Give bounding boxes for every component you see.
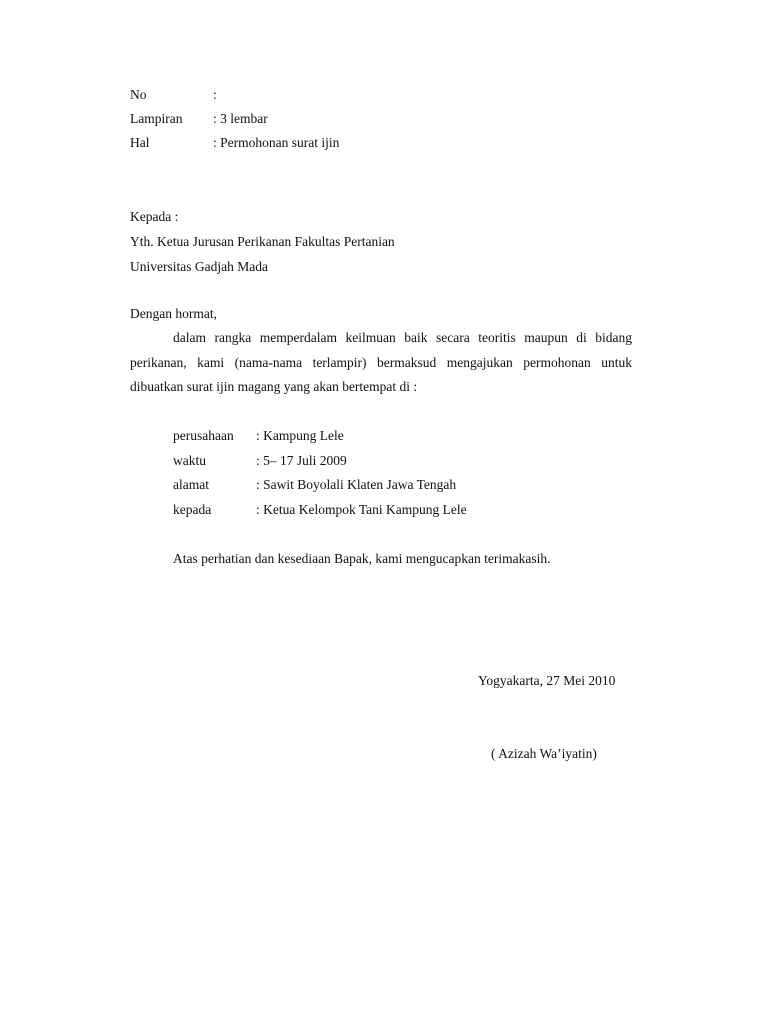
signature-place-date: Yogyakarta, 27 Mei 2010 <box>478 673 616 688</box>
body-paragraph <box>130 326 632 400</box>
recipient-intro: Kepada : <box>130 209 179 224</box>
header-label-no: No <box>130 87 147 102</box>
detail-value-waktu: : 5– 17 Juli 2009 <box>256 453 347 468</box>
closing-sentence: Atas perhatian dan kesediaan Bapak, kami mengucapkan terimakasih. <box>173 551 551 566</box>
paragraph-line-1: dalam rangka memperdalam keilmuan baik secara teoritis maupun di bidang <box>173 330 632 345</box>
recipient-line-2: Universitas Gadjah Mada <box>130 259 268 274</box>
header-value-lampiran: : 3 lembar <box>213 111 268 126</box>
salutation: Dengan hormat, <box>130 306 217 321</box>
header-label-hal: Hal <box>130 135 150 150</box>
header-label-lampiran: Lampiran <box>130 111 183 126</box>
header-value-no: : <box>213 87 217 102</box>
detail-label-alamat: alamat <box>173 477 209 492</box>
detail-value-alamat: : Sawit Boyolali Klaten Jawa Tengah <box>256 477 457 492</box>
paragraph-line-3: dibuatkan surat ijin magang yang akan bertempat di : <box>130 379 418 394</box>
detail-label-perusahaan: perusahaan <box>173 428 234 443</box>
header-value-hal: : Permohonan surat ijin <box>213 135 340 150</box>
paragraph-line-2: perikanan, kami (nama-nama terlampir) bermaksud mengajukan permohonan untuk <box>130 354 632 370</box>
signature-name: ( Azizah Wa’iyatin) <box>491 746 597 761</box>
detail-value-kepada: : Ketua Kelompok Tani Kampung Lele <box>256 502 467 517</box>
detail-label-kepada: kepada <box>173 502 212 517</box>
recipient-line-1: Yth. Ketua Jurusan Perikanan Fakultas Pertanian <box>130 234 395 249</box>
detail-label-waktu: waktu <box>173 453 206 468</box>
detail-value-perusahaan: : Kampung Lele <box>256 428 344 443</box>
